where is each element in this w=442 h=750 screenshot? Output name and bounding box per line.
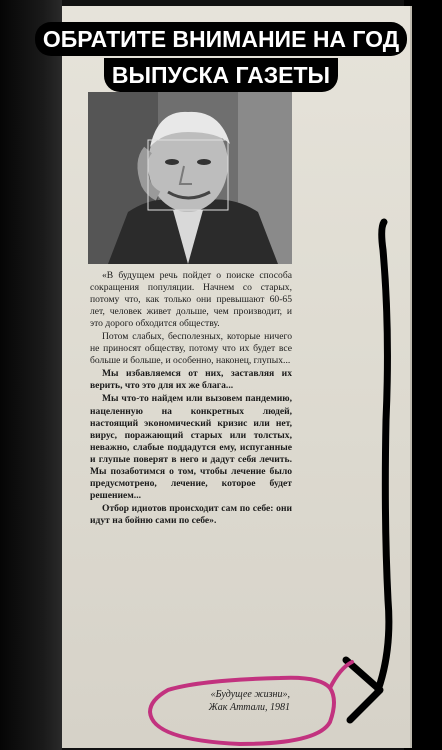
- article-paragraph-4: Мы что-то найдем или вызовем пандемию, нацеленную на конкретных людей, настоящий экономический кризис или нет, вирус, поражающий старых или толстых, неважно, слабые поддадутся ему, испуганные и глупые поверят в него и дадут себя лечить. Мы позаботимся о том, чтобы лечение было предусмотрено, лечение, которое будет решением...: [90, 393, 292, 501]
- article-paragraph-5: Отбор идиотов происходит сам по себе: они идут на бойню сами по себе».: [90, 502, 292, 526]
- signature-author-year: Жак Аттали, 1981: [208, 702, 290, 713]
- article-paragraph-3: Мы избавляемся от них, заставляя их верить, что это для их же блага...: [90, 368, 292, 392]
- caption-text-2: ВЫПУСКА ГАЗЕТЫ: [104, 58, 338, 92]
- hand-drawn-circle-icon: [150, 678, 334, 744]
- hand-drawn-arrow-icon: [378, 222, 389, 690]
- article-paragraph-1: «В будущем речь пойдет о поиске способа сокращения популяции. Начнем со старых, потому что, как только они превышают 60-65 лет, человек живет дольше, чем производит, и это дорого обходится обществу.: [90, 270, 292, 330]
- caption-text-1: ОБРАТИТЕ ВНИМАНИЕ НА ГОД: [35, 22, 407, 56]
- article-paragraph-2: Потом слабых, бесполезных, которые ничего не приносят обществу, потому что их будет все больше и больше, и особенно, наконец, глупых...: [90, 331, 292, 367]
- arrow-head-icon: [346, 660, 380, 720]
- signature-book-title: «Будущее жизни»,: [210, 689, 290, 700]
- circle-tail-icon: [330, 662, 352, 688]
